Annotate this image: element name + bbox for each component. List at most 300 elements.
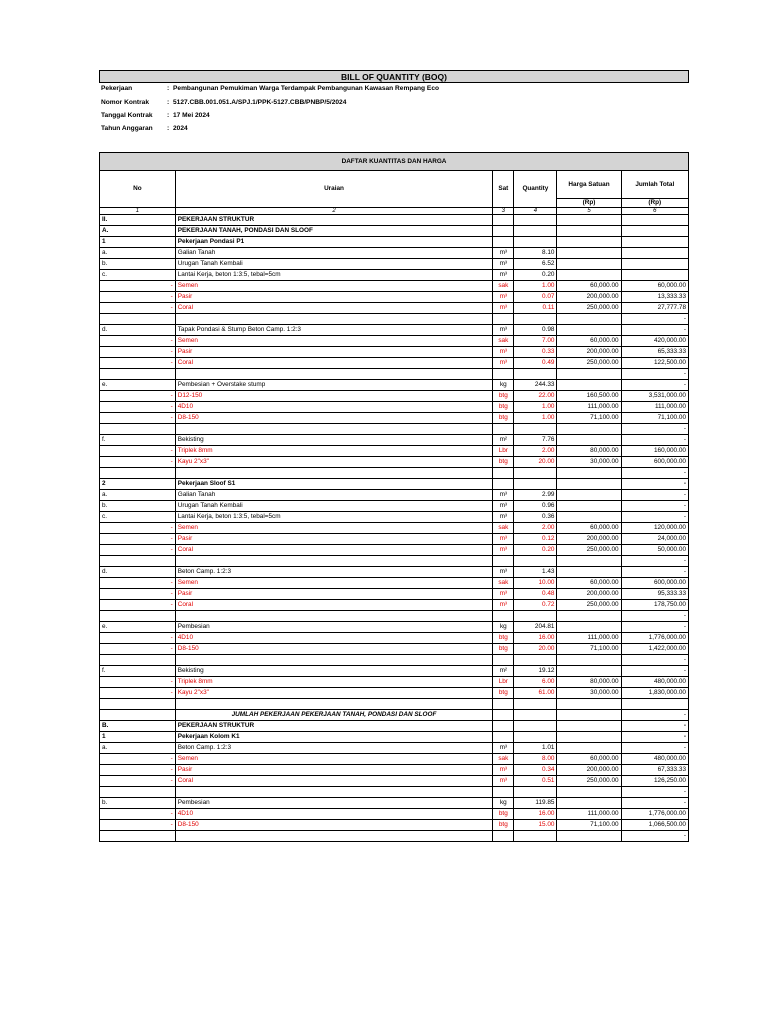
cell-quantity: 204.81: [514, 622, 557, 633]
table-row: [100, 248, 689, 259]
cell-harga-satuan: 60,000.00: [557, 281, 621, 292]
cell-satuan: Lbr: [493, 446, 514, 457]
cell-no: -: [100, 336, 176, 347]
cell-quantity: 61.00: [514, 688, 557, 699]
cell-no: -: [100, 303, 176, 314]
cell-harga-satuan: 200,000.00: [557, 764, 621, 775]
cell-jumlah-total: -: [621, 314, 688, 325]
cell-quantity: [514, 226, 557, 237]
cell-harga-satuan: [557, 435, 621, 446]
cell-satuan: Lbr: [493, 677, 514, 688]
cell-uraian: Kayu 2"x3": [175, 457, 493, 468]
col-number: 6: [621, 208, 688, 215]
cell-quantity: [514, 556, 557, 567]
cell-no: f.: [100, 435, 176, 446]
cell-no: b.: [100, 797, 176, 808]
header-harga-unit: (Rp): [557, 199, 621, 208]
cell-no: -: [100, 578, 176, 589]
cell-satuan: btg: [493, 413, 514, 424]
header-uraian: Uraian: [175, 171, 493, 208]
table-row: [100, 336, 689, 347]
cell-no: -: [100, 677, 176, 688]
cell-satuan: sak: [493, 523, 514, 534]
meta-tahun-anggaran: [101, 124, 188, 133]
cell-uraian: [175, 424, 493, 435]
cell-quantity: [514, 314, 557, 325]
cell-satuan: m³: [493, 259, 514, 270]
column-number-row: [100, 208, 689, 215]
cell-harga-satuan: [557, 567, 621, 578]
cell-jumlah-total: 60,000.00: [621, 281, 688, 292]
cell-satuan: m³: [493, 325, 514, 336]
cell-harga-satuan: [557, 742, 621, 753]
meta-sep: :: [167, 112, 170, 119]
meta-key: Pekerjaan: [101, 85, 133, 92]
cell-harga-satuan: [557, 259, 621, 270]
cell-jumlah-total: -: [621, 490, 688, 501]
cell-quantity: 10.00: [514, 578, 557, 589]
cell-jumlah-total: 111,000.00: [621, 402, 688, 413]
cell-quantity: 0.51: [514, 775, 557, 786]
cell-quantity: 22.00: [514, 391, 557, 402]
cell-satuan: m³: [493, 292, 514, 303]
cell-uraian: Urugan Tanah Kembali: [175, 501, 493, 512]
cell-jumlah-total: -: [621, 720, 688, 731]
cell-quantity: [514, 786, 557, 797]
cell-uraian: Semen: [175, 281, 493, 292]
cell-quantity: 1.00: [514, 413, 557, 424]
table-row: [100, 622, 689, 633]
cell-uraian: Pasir: [175, 589, 493, 600]
cell-jumlah-total: 65,333.33: [621, 347, 688, 358]
cell-harga-satuan: 200,000.00: [557, 347, 621, 358]
meta-sep: :: [167, 85, 170, 92]
cell-harga-satuan: 250,000.00: [557, 600, 621, 611]
cell-harga-satuan: [557, 369, 621, 380]
cell-quantity: 0.20: [514, 545, 557, 556]
cell-harga-satuan: [557, 786, 621, 797]
cell-satuan: btg: [493, 688, 514, 699]
cell-uraian: Galian Tanah: [175, 248, 493, 259]
cell-quantity: 19.12: [514, 666, 557, 677]
table-row: [100, 786, 689, 797]
cell-harga-satuan: 111,000.00: [557, 808, 621, 819]
table-row: [100, 358, 689, 369]
cell-satuan: [493, 786, 514, 797]
cell-quantity: [514, 237, 557, 248]
cell-jumlah-total: -: [621, 479, 688, 490]
cell-quantity: 8.00: [514, 753, 557, 764]
table-row: [100, 709, 689, 720]
table-row: [100, 731, 689, 742]
table-row: [100, 259, 689, 270]
cell-uraian: Kayu 2"x3": [175, 688, 493, 699]
cell-jumlah-total: -: [621, 622, 688, 633]
cell-uraian: Triplek 8mm: [175, 446, 493, 457]
table-row: [100, 490, 689, 501]
cell-no: -: [100, 523, 176, 534]
cell-jumlah-total: -: [621, 709, 688, 720]
cell-jumlah-total: 178,750.00: [621, 600, 688, 611]
cell-satuan: m³: [493, 534, 514, 545]
cell-uraian: 4D10: [175, 633, 493, 644]
cell-jumlah-total: 1,776,000.00: [621, 808, 688, 819]
table-row: [100, 534, 689, 545]
table-row: [100, 226, 689, 237]
cell-harga-satuan: 160,500.00: [557, 391, 621, 402]
cell-satuan: m³: [493, 303, 514, 314]
table-row: [100, 764, 689, 775]
table-row: [100, 512, 689, 523]
table-row: [100, 391, 689, 402]
cell-jumlah-total: 67,333.33: [621, 764, 688, 775]
cell-uraian: Semen: [175, 523, 493, 534]
table-row: [100, 424, 689, 435]
cell-harga-satuan: [557, 490, 621, 501]
cell-no: [100, 424, 176, 435]
table-row: [100, 633, 689, 644]
cell-no: [100, 611, 176, 622]
cell-jumlah-total: [621, 699, 688, 710]
cell-jumlah-total: 27,777.78: [621, 303, 688, 314]
cell-jumlah-total: -: [621, 369, 688, 380]
cell-satuan: [493, 709, 514, 720]
cell-no: -: [100, 457, 176, 468]
cell-no: -: [100, 644, 176, 655]
cell-satuan: [493, 468, 514, 479]
cell-satuan: btg: [493, 402, 514, 413]
cell-satuan: [493, 479, 514, 490]
cell-satuan: btg: [493, 644, 514, 655]
cell-uraian: Pembesian + Overstake stump: [175, 380, 493, 391]
cell-jumlah-total: -: [621, 468, 688, 479]
header-quantity: Quantity: [514, 171, 557, 208]
cell-jumlah-total: 1,830,000.00: [621, 688, 688, 699]
cell-uraian: Pasir: [175, 347, 493, 358]
cell-no: -: [100, 281, 176, 292]
cell-harga-satuan: [557, 270, 621, 281]
cell-harga-satuan: [557, 797, 621, 808]
cell-no: -: [100, 764, 176, 775]
cell-jumlah-total: -: [621, 655, 688, 666]
cell-uraian: Coral: [175, 303, 493, 314]
cell-harga-satuan: 60,000.00: [557, 753, 621, 764]
cell-no: a.: [100, 248, 176, 259]
cell-harga-satuan: 80,000.00: [557, 446, 621, 457]
cell-harga-satuan: [557, 468, 621, 479]
cell-no: -: [100, 633, 176, 644]
header-harga-satuan: Harga Satuan: [557, 171, 621, 199]
cell-harga-satuan: [557, 226, 621, 237]
cell-uraian: PEKERJAAN TANAH, PONDASI DAN SLOOF: [175, 226, 493, 237]
cell-jumlah-total: -: [621, 742, 688, 753]
cell-quantity: [514, 468, 557, 479]
cell-jumlah-total: 50,000.00: [621, 545, 688, 556]
cell-uraian: Lantai Kerja, beton 1:3:5, tebal=5cm: [175, 512, 493, 523]
cell-uraian: Pekerjaan Kolom K1: [175, 731, 493, 742]
cell-harga-satuan: [557, 215, 621, 226]
cell-harga-satuan: [557, 314, 621, 325]
cell-uraian: JUMLAH PEKERJAAN PEKERJAAN TANAH, PONDASI DAN SLOOF: [175, 709, 493, 720]
cell-no: II.: [100, 215, 176, 226]
table-row: [100, 446, 689, 457]
cell-jumlah-total: 600,000.00: [621, 457, 688, 468]
table-row: [100, 589, 689, 600]
cell-harga-satuan: 111,000.00: [557, 633, 621, 644]
cell-uraian: Coral: [175, 600, 493, 611]
table-row: [100, 369, 689, 380]
cell-jumlah-total: -: [621, 424, 688, 435]
cell-quantity: 2.00: [514, 523, 557, 534]
cell-uraian: Coral: [175, 775, 493, 786]
cell-uraian: Coral: [175, 358, 493, 369]
cell-jumlah-total: -: [621, 666, 688, 677]
cell-no: -: [100, 446, 176, 457]
cell-no: [100, 786, 176, 797]
meta-tanggal-kontrak: [101, 111, 210, 120]
header-sat: Sat: [493, 171, 514, 208]
cell-satuan: m³: [493, 589, 514, 600]
cell-no: A.: [100, 226, 176, 237]
cell-satuan: m³: [493, 501, 514, 512]
cell-jumlah-total: 480,000.00: [621, 753, 688, 764]
cell-uraian: PEKERJAAN STRUKTUR: [175, 720, 493, 731]
table-row: [100, 468, 689, 479]
cell-no: [100, 556, 176, 567]
cell-quantity: 1.43: [514, 567, 557, 578]
cell-quantity: [514, 611, 557, 622]
cell-harga-satuan: 71,100.00: [557, 644, 621, 655]
cell-jumlah-total: 71,100.00: [621, 413, 688, 424]
table-heading-row: [100, 153, 689, 171]
cell-harga-satuan: 200,000.00: [557, 292, 621, 303]
table-row: [100, 775, 689, 786]
cell-harga-satuan: [557, 380, 621, 391]
table-row: [100, 325, 689, 336]
cell-uraian: [175, 556, 493, 567]
cell-uraian: [175, 314, 493, 325]
cell-quantity: [514, 709, 557, 720]
cell-uraian: [175, 830, 493, 841]
cell-jumlah-total: -: [621, 797, 688, 808]
cell-jumlah-total: -: [621, 501, 688, 512]
cell-quantity: 8.10: [514, 248, 557, 259]
cell-harga-satuan: [557, 830, 621, 841]
table-row: [100, 215, 689, 226]
cell-no: a.: [100, 742, 176, 753]
cell-uraian: Pekerjaan Sloof S1: [175, 479, 493, 490]
table-row: [100, 523, 689, 534]
cell-jumlah-total: 120,000.00: [621, 523, 688, 534]
cell-jumlah-total: 3,531,000.00: [621, 391, 688, 402]
cell-satuan: [493, 424, 514, 435]
cell-no: -: [100, 600, 176, 611]
table-row: [100, 666, 689, 677]
cell-harga-satuan: 250,000.00: [557, 303, 621, 314]
cell-satuan: [493, 830, 514, 841]
cell-satuan: sak: [493, 753, 514, 764]
table-row: [100, 347, 689, 358]
cell-no: [100, 699, 176, 710]
cell-jumlah-total: -: [621, 731, 688, 742]
cell-satuan: btg: [493, 457, 514, 468]
cell-jumlah-total: 600,000.00: [621, 578, 688, 589]
table-row: [100, 611, 689, 622]
cell-uraian: [175, 611, 493, 622]
meta-key: Nomor Kontrak: [101, 99, 149, 106]
col-number: 4: [514, 208, 557, 215]
cell-no: [100, 655, 176, 666]
cell-no: B.: [100, 720, 176, 731]
cell-quantity: 0.36: [514, 512, 557, 523]
meta-pekerjaan: [101, 84, 439, 93]
cell-satuan: [493, 731, 514, 742]
col-number: 5: [557, 208, 621, 215]
cell-uraian: Tapak Pondasi & Stump Beton Camp. 1:2:3: [175, 325, 493, 336]
cell-uraian: Pembesian: [175, 797, 493, 808]
cell-harga-satuan: 30,000.00: [557, 457, 621, 468]
cell-harga-satuan: 60,000.00: [557, 523, 621, 534]
cell-uraian: [175, 786, 493, 797]
cell-quantity: 16.00: [514, 808, 557, 819]
cell-jumlah-total: 24,000.00: [621, 534, 688, 545]
table-row: [100, 303, 689, 314]
cell-harga-satuan: 250,000.00: [557, 358, 621, 369]
cell-harga-satuan: 60,000.00: [557, 336, 621, 347]
meta-value: 17 Mei 2024: [173, 112, 210, 119]
cell-harga-satuan: 80,000.00: [557, 677, 621, 688]
cell-jumlah-total: 480,000.00: [621, 677, 688, 688]
cell-jumlah-total: 122,500.00: [621, 358, 688, 369]
cell-no: -: [100, 589, 176, 600]
cell-satuan: [493, 611, 514, 622]
table-row: [100, 281, 689, 292]
cell-harga-satuan: 250,000.00: [557, 775, 621, 786]
cell-satuan: [493, 237, 514, 248]
cell-no: -: [100, 688, 176, 699]
cell-satuan: m³: [493, 347, 514, 358]
cell-quantity: 7.00: [514, 336, 557, 347]
cell-no: f.: [100, 666, 176, 677]
table-row: [100, 797, 689, 808]
cell-quantity: 0.48: [514, 589, 557, 600]
table-row: [100, 270, 689, 281]
boq-table-container: [99, 152, 689, 842]
cell-jumlah-total: -: [621, 512, 688, 523]
cell-jumlah-total: [621, 237, 688, 248]
cell-no: 1: [100, 731, 176, 742]
cell-satuan: [493, 369, 514, 380]
cell-jumlah-total: 160,000.00: [621, 446, 688, 457]
cell-quantity: [514, 731, 557, 742]
cell-quantity: [514, 424, 557, 435]
cell-satuan: m³: [493, 600, 514, 611]
cell-jumlah-total: [621, 248, 688, 259]
cell-harga-satuan: 30,000.00: [557, 688, 621, 699]
cell-satuan: [493, 314, 514, 325]
cell-quantity: [514, 699, 557, 710]
cell-no: b.: [100, 259, 176, 270]
cell-harga-satuan: [557, 512, 621, 523]
cell-quantity: 0.72: [514, 600, 557, 611]
cell-satuan: btg: [493, 819, 514, 830]
cell-jumlah-total: 13,333.33: [621, 292, 688, 303]
cell-no: d.: [100, 567, 176, 578]
cell-uraian: Bekisting: [175, 666, 493, 677]
cell-quantity: [514, 655, 557, 666]
cell-uraian: Galian Tanah: [175, 490, 493, 501]
cell-no: -: [100, 358, 176, 369]
cell-no: -: [100, 534, 176, 545]
cell-satuan: btg: [493, 808, 514, 819]
cell-harga-satuan: [557, 237, 621, 248]
table-row: [100, 742, 689, 753]
cell-uraian: Semen: [175, 578, 493, 589]
cell-satuan: btg: [493, 391, 514, 402]
cell-no: -: [100, 775, 176, 786]
col-number: 2: [175, 208, 493, 215]
cell-satuan: m³: [493, 567, 514, 578]
table-row: [100, 808, 689, 819]
cell-quantity: 20.00: [514, 457, 557, 468]
col-number: 3: [493, 208, 514, 215]
cell-satuan: m³: [493, 358, 514, 369]
cell-uraian: 4D10: [175, 808, 493, 819]
cell-harga-satuan: [557, 479, 621, 490]
cell-uraian: Pembesian: [175, 622, 493, 633]
cell-quantity: [514, 720, 557, 731]
cell-satuan: m³: [493, 775, 514, 786]
cell-satuan: kg: [493, 797, 514, 808]
cell-jumlah-total: 95,333.33: [621, 589, 688, 600]
cell-uraian: Bekisting: [175, 435, 493, 446]
cell-no: e.: [100, 622, 176, 633]
cell-quantity: 15.00: [514, 819, 557, 830]
cell-quantity: [514, 369, 557, 380]
cell-harga-satuan: 250,000.00: [557, 545, 621, 556]
cell-harga-satuan: [557, 556, 621, 567]
cell-uraian: Urugan Tanah Kembali: [175, 259, 493, 270]
cell-no: -: [100, 819, 176, 830]
table-row: [100, 699, 689, 710]
table-row: [100, 479, 689, 490]
table-row: [100, 457, 689, 468]
cell-harga-satuan: 71,100.00: [557, 819, 621, 830]
cell-quantity: 0.34: [514, 764, 557, 775]
meta-sep: :: [167, 125, 170, 132]
table-row: [100, 655, 689, 666]
cell-harga-satuan: [557, 424, 621, 435]
table-row: [100, 314, 689, 325]
table-row: [100, 402, 689, 413]
cell-harga-satuan: 60,000.00: [557, 578, 621, 589]
cell-uraian: D8-150: [175, 819, 493, 830]
meta-value: 2024: [173, 125, 188, 132]
cell-quantity: 0.11: [514, 303, 557, 314]
table-row: [100, 819, 689, 830]
cell-satuan: sak: [493, 336, 514, 347]
cell-jumlah-total: 1,066,500.00: [621, 819, 688, 830]
cell-uraian: Triplek 8mm: [175, 677, 493, 688]
cell-quantity: 0.96: [514, 501, 557, 512]
cell-uraian: [175, 699, 493, 710]
cell-satuan: m³: [493, 545, 514, 556]
cell-jumlah-total: -: [621, 567, 688, 578]
cell-harga-satuan: 71,100.00: [557, 413, 621, 424]
cell-jumlah-total: 1,776,000.00: [621, 633, 688, 644]
table-row: [100, 413, 689, 424]
cell-harga-satuan: [557, 655, 621, 666]
